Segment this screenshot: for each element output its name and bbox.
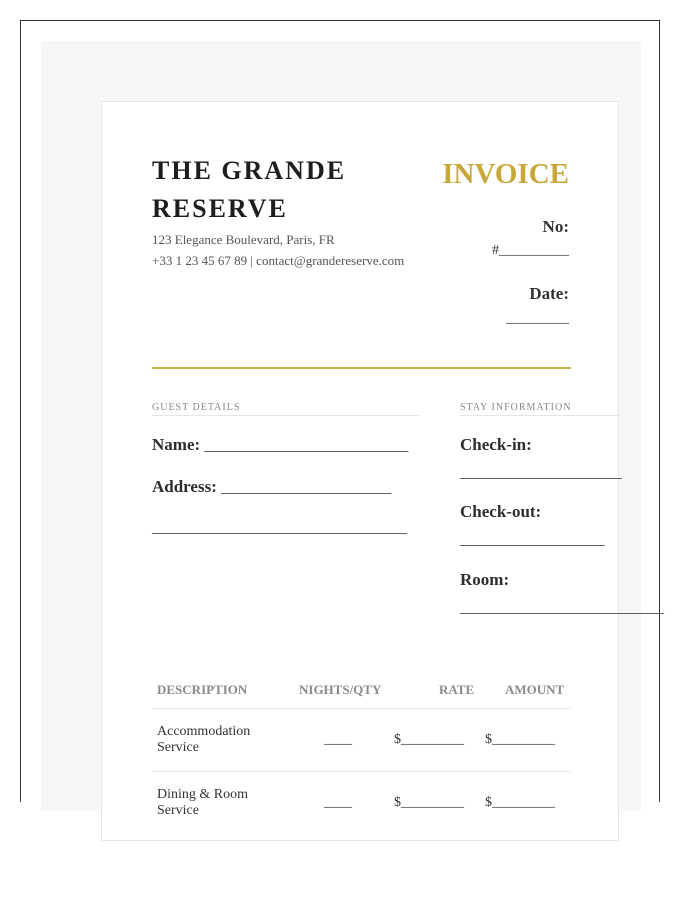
guest-details-heading: GUEST DETAILS: [152, 402, 420, 416]
col-nights-qty: NIGHTS/QTY: [299, 682, 382, 697]
table-header-divider: [152, 708, 571, 709]
row-1-amount-field[interactable]: $_________: [485, 732, 555, 747]
row-2-qty-field[interactable]: ____: [324, 795, 352, 810]
row-1-rate-field[interactable]: $_________: [394, 732, 464, 747]
table-row-description: [157, 724, 250, 756]
guest-address-field[interactable]: ____________________: [221, 477, 392, 496]
invoice-date-label: Date:: [529, 284, 569, 303]
page-backdrop: [41, 41, 664, 818]
hotel-address: 123 Elegance Boulevard, Paris, FR: [152, 232, 335, 247]
header-divider: [152, 367, 571, 369]
checkin-field[interactable]: ___________________: [460, 462, 622, 481]
invoice-number-field[interactable]: #__________: [492, 243, 569, 258]
guest-address-label: Address:: [152, 477, 217, 496]
guest-name-field[interactable]: ________________________: [204, 435, 409, 454]
room-field[interactable]: ________________________: [460, 597, 664, 616]
row-2-amount-field[interactable]: $_________: [485, 795, 555, 810]
invoice-title: INVOICE: [442, 158, 569, 190]
col-rate: RATE: [439, 682, 475, 697]
row-1-description-line2: Service: [157, 740, 199, 755]
table-row-description: [157, 787, 248, 819]
hotel-contact: +33 1 23 45 67 89 | contact@grandereserve.com: [152, 253, 405, 268]
col-amount: AMOUNT: [505, 682, 565, 697]
invoice-date-field[interactable]: _________: [506, 311, 569, 326]
invoice-number-label: No:: [542, 217, 569, 236]
room-label: Room:: [460, 570, 510, 589]
guest-address-field-line2[interactable]: ______________________________: [152, 517, 407, 536]
invoice-paper: [101, 101, 664, 841]
checkout-field[interactable]: _________________: [460, 529, 605, 548]
col-description: DESCRIPTION: [157, 682, 248, 697]
checkout-label: Check-out:: [460, 502, 542, 521]
row-1-qty-field[interactable]: ____: [324, 732, 352, 747]
stay-information-heading: STAY INFORMATION: [460, 402, 620, 416]
row-2-rate-field[interactable]: $_________: [394, 795, 464, 810]
hotel-name: THE GRANDE RESERVE: [152, 156, 347, 223]
checkin-label: Check-in:: [460, 435, 532, 454]
row-2-description-line1: Dining & Room: [157, 787, 249, 802]
document-frame: [20, 20, 664, 818]
row-1-description-line1: Accommodation: [157, 724, 251, 739]
guest-address-row: [152, 477, 391, 497]
guest-name-row: [152, 435, 408, 455]
guest-name-label: Name:: [152, 435, 201, 454]
row-2-description-line2: Service: [157, 803, 199, 818]
table-row-divider: [152, 771, 571, 772]
